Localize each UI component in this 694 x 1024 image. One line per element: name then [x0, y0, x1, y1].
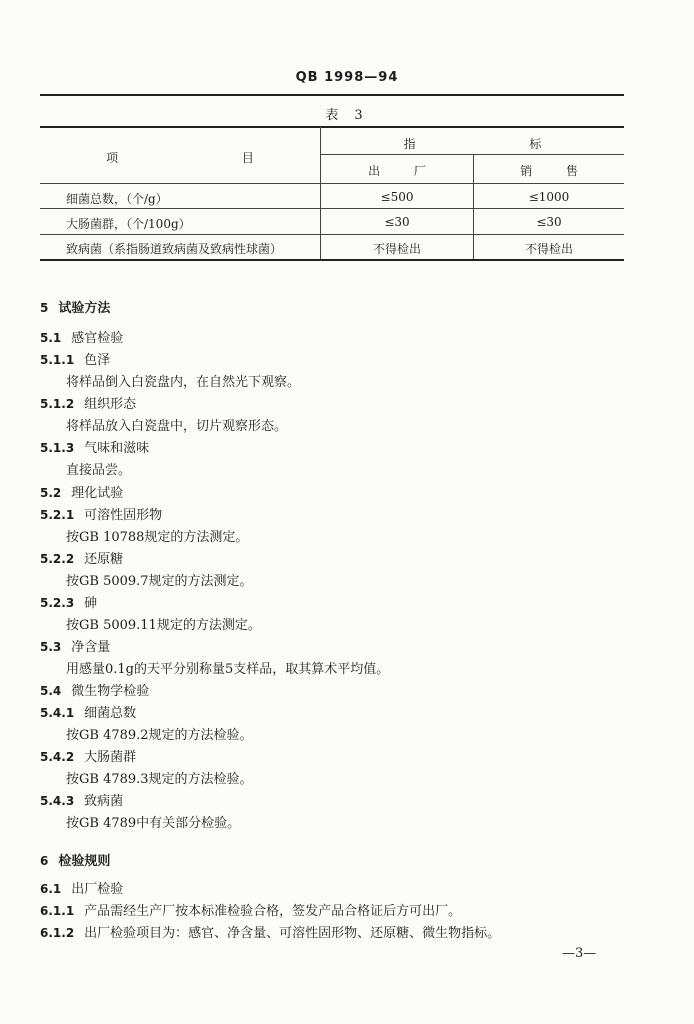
section-number: 6.1 — [40, 882, 62, 896]
section-body: 将样品放入白瓷盘中，切片观察形态。 — [66, 419, 288, 434]
section-heading — [40, 746, 136, 765]
section-title: 出厂检验项目为：感官、净含量、可溶性固形物、还原糖、微生物指标。 — [84, 926, 501, 941]
section-body: 按GB 5009.7规定的方法测定。 — [66, 574, 253, 589]
section-heading — [40, 327, 123, 346]
section-title: 检验规则 — [58, 854, 111, 869]
table-row-sale: ≤1000 — [528, 190, 570, 204]
section-title: 可溶性固形物 — [84, 508, 163, 523]
section-number: 5.4.2 — [40, 750, 75, 764]
section-heading — [40, 437, 149, 456]
section-number: 5.3 — [40, 640, 62, 654]
section-title: 试验方法 — [58, 301, 111, 316]
section-heading — [40, 349, 110, 368]
section-number: 6.1.1 — [40, 904, 75, 918]
table-row-item: 大肠菌群，（个/100g） — [66, 217, 191, 231]
section-body: 将样品倒入白瓷盘内，在自然光下观察。 — [66, 375, 301, 390]
section-heading — [40, 922, 500, 941]
section-title: 色泽 — [84, 353, 111, 368]
section-title: 净含量 — [71, 640, 111, 655]
section-heading — [40, 702, 136, 721]
header-rule — [40, 94, 624, 96]
section-heading — [40, 680, 149, 699]
section-number: 5.1 — [40, 331, 62, 345]
section-heading — [40, 878, 123, 897]
section-number: 5.2 — [40, 486, 62, 500]
table-bottom-rule — [40, 259, 624, 261]
table-row-rule — [40, 234, 624, 235]
section-body: 用感量0.1g的天平分别称量5支样品，取其算术平均值。 — [66, 662, 390, 677]
section-title: 砷 — [84, 596, 98, 611]
section-number: 5.2.1 — [40, 508, 75, 522]
section-number: 5.2.3 — [40, 596, 75, 610]
section-number: 5.4.3 — [40, 794, 75, 808]
table-header-rule — [40, 183, 624, 184]
section-heading — [40, 297, 110, 316]
table-top-rule — [40, 126, 624, 128]
table-caption: 表 3 — [325, 108, 369, 123]
section-title: 还原糖 — [84, 552, 124, 567]
section-title: 产品需经生产厂按本标准检验合格，签发产品合格证后方可出厂。 — [84, 904, 462, 919]
section-body: 按GB 4789.2规定的方法检验。 — [66, 728, 253, 743]
section-heading — [40, 592, 97, 611]
table-head-index: 指 标 — [403, 137, 542, 151]
section-title: 感官检验 — [71, 331, 124, 346]
section-number: 6.1.2 — [40, 926, 75, 940]
section-title: 出厂检验 — [71, 882, 124, 897]
table-head-factory: 出 厂 — [368, 164, 426, 178]
section-title: 理化试验 — [71, 486, 124, 501]
section-number: 5.4.1 — [40, 706, 75, 720]
table-row-sale: 不得检出 — [524, 242, 573, 256]
section-title: 大肠菌群 — [84, 750, 137, 765]
table-row-item: 细菌总数，（个/g） — [66, 192, 168, 206]
section-number: 5.1.1 — [40, 353, 75, 367]
table-row-factory: ≤30 — [384, 215, 410, 229]
section-heading — [40, 850, 110, 869]
page-number: —3— — [562, 946, 597, 961]
section-number: 6 — [40, 854, 49, 868]
section-heading — [40, 548, 123, 567]
section-title: 致病菌 — [84, 794, 124, 809]
table-subheader-rule — [321, 154, 624, 155]
section-body: 按GB 10788规定的方法测定。 — [66, 530, 249, 545]
table-row-factory: ≤500 — [380, 190, 414, 204]
document-code: QB 1998—94 — [295, 70, 399, 85]
section-title: 细菌总数 — [84, 706, 137, 721]
table-row-item: 致病菌（系指肠道致病菌及致病性球菌） — [66, 242, 283, 256]
section-title: 微生物学检验 — [71, 684, 150, 699]
section-body: 按GB 4789.3规定的方法检验。 — [66, 772, 253, 787]
section-title: 气味和滋味 — [84, 441, 150, 456]
table-head-item: 项 目 — [106, 151, 254, 165]
section-heading — [40, 482, 123, 501]
section-body: 直接品尝。 — [66, 463, 132, 478]
section-heading — [40, 790, 123, 809]
section-number: 5.4 — [40, 684, 62, 698]
section-heading — [40, 900, 461, 919]
section-number: 5.2.2 — [40, 552, 75, 566]
section-number: 5.1.2 — [40, 397, 75, 411]
table-row-rule — [40, 208, 624, 209]
table-row-sale: ≤30 — [536, 215, 562, 229]
table-row-factory: 不得检出 — [372, 242, 421, 256]
section-heading — [40, 393, 136, 412]
section-heading — [40, 636, 110, 655]
section-heading — [40, 504, 162, 523]
section-body: 按GB 4789中有关部分检验。 — [66, 816, 241, 831]
section-body: 按GB 5009.11规定的方法测定。 — [66, 618, 261, 633]
section-number: 5 — [40, 301, 49, 315]
section-title: 组织形态 — [84, 397, 137, 412]
section-number: 5.1.3 — [40, 441, 75, 455]
table-head-sale: 销 售 — [520, 164, 578, 178]
